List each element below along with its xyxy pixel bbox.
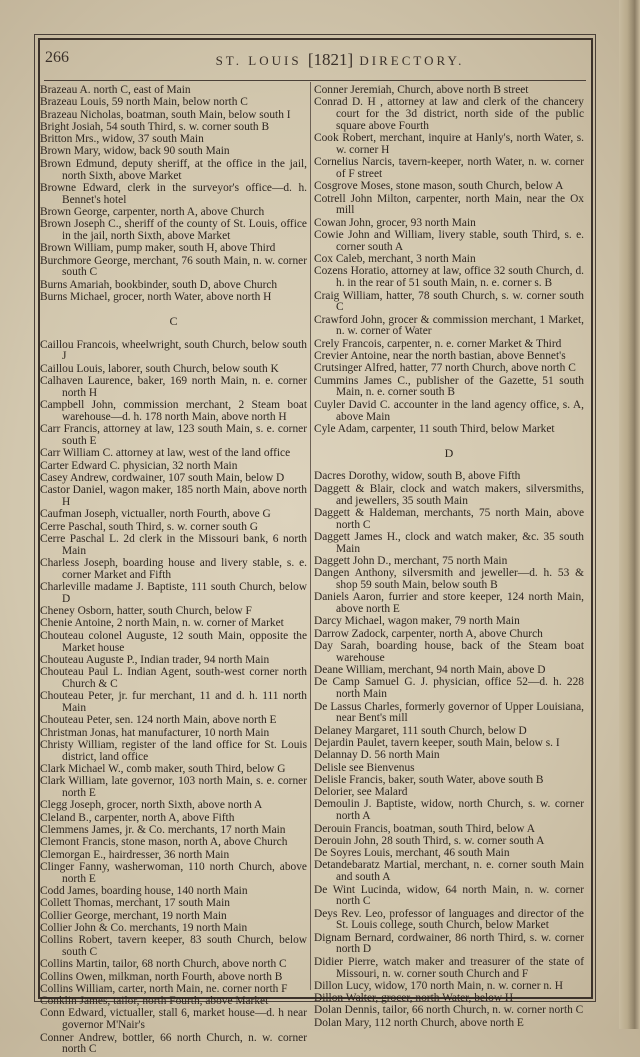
directory-entry: Cowan John, grocer, 93 north Main [314, 216, 476, 229]
directory-entry: Cyle Adam, carpenter, 11 south Third, below Market [314, 422, 555, 435]
directory-entry: Didier Pierre, watch maker and treasurer of the state of Missouri, n. w. corner south Church and F [314, 955, 584, 980]
directory-entry: Brazeau Louis, 59 north Main, below north C [40, 96, 248, 109]
directory-entry: Cook Robert, merchant, inquire at Hanly's, north Water, s. w. corner H [314, 132, 584, 156]
title-year: [1821] [307, 50, 354, 69]
directory-entry: Dolan Mary, 112 north Church, above north E [314, 1016, 524, 1029]
directory-entry: Caufman Joseph, victualler, north Fourth, above G [40, 508, 271, 521]
directory-entry: Chouteau Paul L. Indian Agent, south-west corner north Church & C [40, 666, 307, 690]
directory-entry: Cotrell John Milton, carpenter, north Main, near the Ox mill [314, 192, 584, 217]
directory-entry: Cornelius Narcis, tavern-keeper, north Water, n. w. corner of F street [314, 156, 584, 181]
directory-entry: Crely Francois, carpenter, n. e. corner Market & Third [314, 337, 562, 350]
running-header [40, 46, 588, 76]
directory-entry: Delorier, see Malard [314, 786, 408, 799]
directory-entry: Browne Edward, clerk in the surveyor's office—d. h. Bennet's hotel [40, 181, 307, 206]
directory-entry: Cummins James C., publisher of the Gazette, 51 south Main, n. e. corner south B [314, 374, 584, 399]
directory-entry: Darcy Michael, wagon maker, 79 north Main [314, 615, 520, 628]
directory-entry: Crawford John, grocer & commission merchant, 1 Market, n. w. corner of Water [314, 313, 584, 338]
directory-entry: Collier John & Co. merchants, 19 north Main [40, 921, 248, 934]
directory-entry: Derouin Francis, boatman, south Third, below A [314, 822, 535, 835]
directory-entry: Clark Michael W., comb maker, south Third, below G [40, 763, 286, 776]
directory-entry: Craig William, hatter, 78 south Church, s. w. corner south C [314, 289, 584, 314]
directory-entry: Delisle see Bienvenus [314, 761, 415, 774]
directory-entry: Delannay D. 56 north Main [314, 749, 440, 762]
directory-entry: Dignam Bernard, cordwainer, 86 north Third, s. w. corner north D [314, 931, 584, 956]
directory-entry: Collett Thomas, merchant, 17 south Main [40, 897, 230, 910]
right-column [314, 85, 584, 1030]
directory-entry: Clinger Fanny, washerwoman, 110 north Church, above north E [40, 860, 307, 885]
directory-entry: Conklin James, tailor, north Fourth, above Market [40, 995, 269, 1008]
directory-entry: De Wint Lucinda, widow, 64 north Main, n. w. corner north C [314, 883, 584, 908]
directory-entry: Cerre Paschal L. 2d clerk in the Missouri bank, 6 north Main [40, 532, 307, 557]
directory-entry: Brown Mary, widow, back 90 south Main [40, 145, 230, 158]
directory-entry: Daggett & Haldeman, merchants, 75 north Main, above north C [314, 506, 584, 531]
directory-entry: Delaney Margaret, 111 south Church, below D [314, 724, 527, 737]
directory-entry: Day Sarah, boarding house, back of the Steam boat warehouse [314, 640, 584, 664]
directory-entry: Chouteau Auguste P., Indian trader, 94 north Main [40, 653, 270, 666]
directory-entry: Casey Andrew, cordwainer, 107 south Main, below D [40, 471, 285, 484]
directory-entry: Deane William, merchant, 94 north Main, above D [314, 664, 546, 677]
directory-entry: Clemont Francis, stone mason, north A, above Church [40, 836, 288, 849]
directory-entry: Carter Edward C. physician, 32 north Main [40, 459, 238, 472]
directory-entry: Conner Andrew, bottler, 66 north Church, n. w. corner north C [40, 1031, 307, 1056]
directory-entry: Caillou Louis, laborer, south Church, below south K [40, 362, 279, 375]
directory-entry: Chouteau Peter, jr. fur merchant, 11 and d. h. 111 north Main [40, 690, 307, 715]
directory-entry: Crevier Antoine, near the north bastian, above Bennet's [314, 350, 566, 363]
directory-entry: Brown William, pump maker, south H, above Third [40, 242, 276, 255]
directory-entry: Codd James, boarding house, 140 north Main [40, 885, 248, 897]
directory-entry: Daggett John D., merchant, 75 north Main [314, 554, 508, 567]
directory-entry: Cerre Paschal, south Third, s. w. corner south G [40, 520, 258, 533]
directory-entry: Cosgrove Moses, stone mason, south Church, below A [314, 180, 564, 193]
column-divider [310, 82, 311, 990]
directory-entry: Crutsinger Alfred, hatter, 77 north Church, above north C [314, 362, 576, 375]
directory-entry: Dolan Dennis, tailor, 66 north Church, n. w. corner north C [314, 1004, 584, 1017]
directory-entry: De Soyres Louis, merchant, 46 south Main [314, 847, 510, 860]
directory-entry: Burchmore George, merchant, 76 south Main, n. w. corner south C [40, 254, 307, 279]
directory-entry: Castor Daniel, wagon maker, 185 north Main, above north H [40, 484, 307, 508]
directory-entry: Burns Michael, grocer, north Water, above north H [40, 291, 272, 304]
directory-entry: Collins Owen, milkman, north Fourth, above north B [40, 970, 283, 983]
directory-entry: Brown George, carpenter, north A, above Church [40, 205, 265, 218]
directory-entry: Dillon Lucy, widow, 170 north Main, n. w. corner n. H [314, 979, 563, 992]
directory-entry: Campbell John, commission merchant, 2 Steam boat warehouse—d. h. 178 north Main, above north H [40, 399, 307, 423]
book-spine-gutter [619, 0, 640, 1029]
directory-entry: Clemorgan E., hairdresser, 36 north Main [40, 848, 230, 861]
directory-entry: Collins William, carter, north Main, ne. corner north F [40, 982, 288, 995]
directory-entry: Brazeau A. north C, east of Main [40, 84, 191, 96]
directory-entry: De Lassus Charles, formerly governor of Upper Louisiana, near Bent's mill [314, 700, 584, 725]
directory-entry: Darrow Zadock, carpenter, north A, above Church [314, 627, 543, 640]
directory-entry: Deys Rev. Leo, professor of languages and director of the St. Louis college, south Church, below Market [314, 907, 584, 932]
directory-entry: Chouteau Peter, sen. 124 north Main, above north E [40, 714, 277, 727]
directory-entry: Conner Jeremiah, Church, above north B street [314, 84, 529, 96]
directory-entry: Derouin John, 28 south Third, s. w. corner south A [314, 834, 545, 847]
directory-entry: Collins Martin, tailor, 68 north Church, above north C [40, 958, 287, 971]
page-number: 266 [45, 49, 69, 66]
directory-entry: Bright Josiah, 54 south Third, s. w. corner south B [40, 120, 270, 133]
directory-entry: Burns Amariah, bookbinder, south D, above Church [40, 278, 278, 291]
directory-entry: Calhaven Laurence, baker, 169 north Main, n. e. corner north H [40, 375, 307, 399]
section-letter-heading: D [444, 445, 454, 460]
directory-entry: Carr Francis, attorney at law, 123 south Main, s. e. corner south E [40, 423, 307, 448]
directory-entry: Brown Edmund, deputy sheriff, at the office in the jail, north Sixth, above Market [40, 157, 307, 182]
directory-entry: Brazeau Nicholas, boatman, south Main, below south I [40, 108, 291, 121]
directory-entry: Clark William, late governor, 103 north Main, s. e. corner north E [40, 775, 307, 800]
directory-entry: Charleville madame J. Baptiste, 111 south Church, below D [40, 581, 307, 605]
directory-entry: Chenie Antoine, 2 north Main, n. w. corner of Market [40, 617, 284, 630]
directory-entry: Chouteau colonel Auguste, 12 south Main, opposite the Market house [40, 629, 307, 654]
directory-entry: Cleland B., carpenter, north A, above Fifth [40, 811, 235, 824]
directory-entry: Caillou Francois, wheelwright, south Church, below south J [40, 338, 307, 363]
directory-entry: Cowie John and William, livery stable, south Third, s. e. corner south A [314, 229, 584, 253]
directory-entry: Cozens Horatio, attorney at law, office 32 south Church, d. h. in the rear of 51 south Main, n. e. corner s. B [314, 265, 584, 290]
directory-entry: Charless Joseph, boarding house and livery stable, s. e. corner Market and Fifth [40, 556, 307, 581]
directory-entry: Cheney Osborn, hatter, south Church, below F [40, 605, 252, 618]
directory-entry: Conrad D. H , attorney at law and clerk of the chancery court for the 3d district, north side of the public square above Fourth [314, 96, 584, 132]
directory-entry: Collier George, merchant, 19 north Main [40, 909, 227, 922]
header-rule [44, 80, 586, 81]
directory-entry: Daniels Aaron, furrier and store keeper, 124 north Main, above north E [314, 591, 584, 616]
directory-entry: Detandebaratz Martial, merchant, n. e. corner south Main and south A [314, 859, 584, 884]
title-city: ST. LOUIS [215, 53, 302, 68]
directory-entry: Delisle Francis, baker, south Water, above south B [314, 773, 544, 786]
directory-entry: Brown Joseph C., sheriff of the county of St. Louis, office in the jail, north Sixth, above Market [40, 218, 307, 243]
directory-entry: Dillon Walter, grocer, north Water, below H [314, 992, 514, 1005]
directory-entry: Clegg Joseph, grocer, north Sixth, above north A [40, 799, 263, 812]
title-directory: DIRECTORY. [359, 53, 465, 68]
running-title [170, 50, 510, 70]
directory-entry: De Camp Samuel G. J. physician, office 52—d. h. 228 north Main [314, 676, 584, 701]
directory-entry: Cox Caleb, merchant, 3 north Main [314, 253, 476, 266]
directory-entry: Carr William C. attorney at law, west of the land office [40, 447, 291, 460]
directory-entry: Daggett & Blair, clock and watch makers, silversmiths, and jewellers, 35 south Main [314, 482, 584, 507]
left-column [40, 85, 307, 1057]
directory-entry: Collins Robert, tavern keeper, 83 south Church, below south C [40, 934, 307, 958]
directory-entry: Christman Jonas, hat manufacturer, 10 north Main [40, 726, 270, 739]
directory-entry: Conn Edward, victualler, stall 6, market house—d. h near governor M'Nair's [40, 1007, 307, 1032]
directory-entry: Dejardin Paulet, tavern keeper, south Main, below s. I [314, 736, 560, 749]
section-letter-heading: C [169, 313, 178, 328]
directory-entry: Christy William, register of the land office for St. Louis district, land office [40, 738, 307, 763]
directory-entry: Britton Mrs., widow, 37 south Main [40, 133, 204, 146]
directory-entry: Clemmens James, jr. & Co. merchants, 17 north Main [40, 824, 286, 837]
directory-entry: Dangen Anthony, silversmith and jeweller—d. h. 53 & shop 59 south Main, below south B [314, 567, 584, 592]
directory-entry: Demoulin J. Baptiste, widow, north Church, s. w. corner north A [314, 798, 584, 823]
directory-entry: Daggett James H., clock and watch maker, &c. 35 south Main [314, 530, 584, 555]
directory-entry: Cuyler David C. accounter in the land agency office, s. A, above Main [314, 398, 584, 423]
directory-entry: Dacres Dorothy, widow, south B, above Fifth [314, 470, 521, 483]
